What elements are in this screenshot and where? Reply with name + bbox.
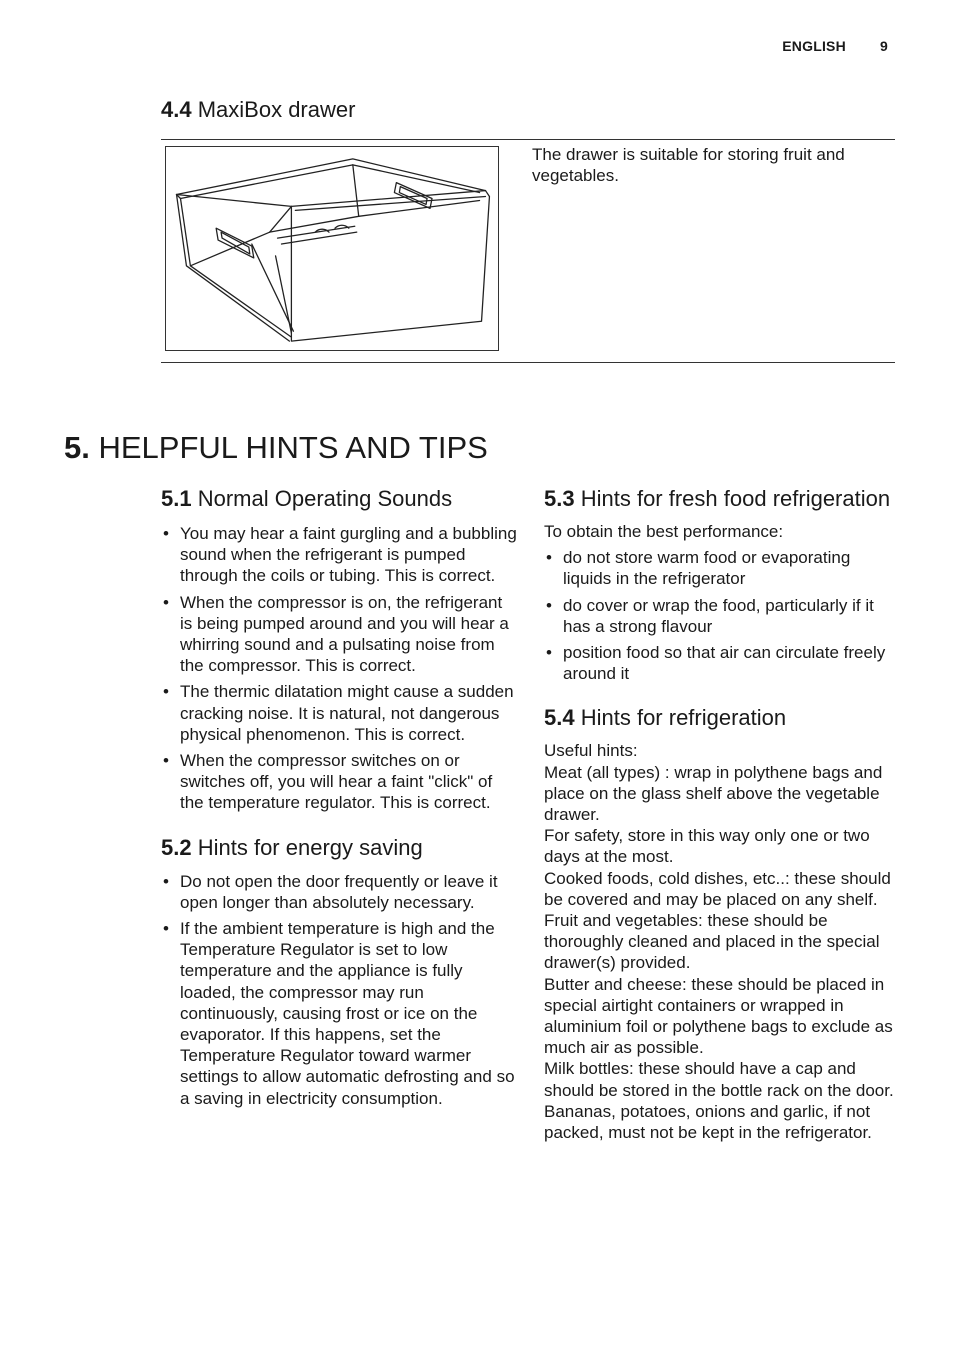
paragraph: Milk bottles: these should have a cap and should be stored in the bottle rack on the door.	[544, 1059, 894, 1100]
paragraph: Useful hints:	[544, 741, 638, 761]
section-5-2-heading	[161, 834, 517, 862]
list-item: • position food so that air can circulate freely around it	[544, 642, 896, 684]
section-number: 5.2	[161, 834, 192, 860]
section-title: Hints for refrigeration	[580, 705, 787, 731]
left-column	[161, 485, 517, 1114]
section-number: 5.3	[544, 486, 575, 511]
divider-top	[161, 139, 895, 140]
section-5-2-list	[161, 871, 517, 1109]
section-5-4-heading	[544, 704, 896, 732]
divider-bottom	[161, 362, 895, 363]
list-item: • You may hear a faint gurgling and a bubbling sound when the refrigerant is pumped through the coils or tubing. This is correct.	[161, 523, 517, 587]
page-number: 9	[880, 38, 888, 54]
paragraph: Cooked foods, cold dishes, etc..: these should be covered and may be placed on any shelf.	[544, 868, 891, 909]
list-item: • do not store warm food or evaporating liquids in the refrigerator	[544, 547, 896, 589]
chapter-heading	[64, 428, 488, 468]
chapter-title: HELPFUL HINTS AND TIPS	[98, 430, 488, 465]
section-title: MaxiBox drawer	[197, 97, 356, 122]
section-number: 5.1	[161, 486, 192, 511]
section-5-4-body	[544, 740, 896, 1143]
page-header	[782, 38, 888, 54]
section-title: Hints for energy saving	[197, 834, 423, 860]
paragraph: Fruit and vegetables: these should be thoroughly cleaned and placed in the special drawer(s) provided.	[544, 911, 880, 973]
section-title: Normal Operating Sounds	[197, 486, 453, 511]
right-column	[544, 485, 896, 1143]
section-5-1-heading	[161, 485, 517, 513]
paragraph: Butter and cheese: these should be placed in special airtight containers or wrapped in aluminium foil or polythene bags to exclude as much air as possible.	[544, 974, 893, 1058]
section-5-3-intro: To obtain the best performance:	[544, 522, 784, 541]
list-item: • When the compressor is on, the refrigerant is being pumped around and you will hear a whirring sound and a pulsating noise from the compressor. This is correct.	[161, 592, 517, 677]
paragraph: For safety, store in this way only one or two days at the most.	[544, 826, 870, 867]
list-item: • Do not open the door frequently or leave it open longer than absolutely necessary.	[161, 871, 517, 913]
section-number: 5.4	[544, 705, 575, 731]
section-5-1-list	[161, 523, 517, 814]
list-item: • do cover or wrap the food, particularly if it has a strong flavour	[544, 595, 896, 637]
drawer-illustration-icon	[166, 147, 498, 350]
section-title: Hints for fresh food refrigeration	[580, 486, 891, 511]
section-4-4-description: The drawer is suitable for storing fruit and vegetables.	[532, 145, 845, 185]
paragraph: Bananas, potatoes, onions and garlic, if not packed, must not be kept in the refrigerator.	[544, 1101, 872, 1143]
section-5-3-list	[544, 547, 896, 684]
section-4-4-heading	[161, 96, 355, 124]
list-item: • If the ambient temperature is high and the Temperature Regulator is set to low temperature and the appliance is fully loaded, the compressor may run continuously, causing frost or ice on the evaporator. If this happens, set the Temperature Regulator toward warmer settings to allow automatic defrosting and so a saving in electricity consumption.	[161, 918, 517, 1109]
list-item: • When the compressor switches on or switches off, you will hear a faint "click" of the temperature regulator. This is correct.	[161, 750, 517, 814]
list-item: • The thermic dilatation might cause a sudden cracking noise. It is natural, not dangerous physical phenomenon. This is correct.	[161, 681, 517, 745]
paragraph: Meat (all types) : wrap in polythene bags and place on the glass shelf above the vegetable drawer.	[544, 762, 883, 825]
section-number: 4.4	[161, 97, 192, 122]
section-5-3-heading	[544, 485, 896, 513]
header-language: ENGLISH	[782, 38, 846, 54]
drawer-illustration	[165, 146, 499, 351]
chapter-number: 5.	[64, 430, 90, 465]
